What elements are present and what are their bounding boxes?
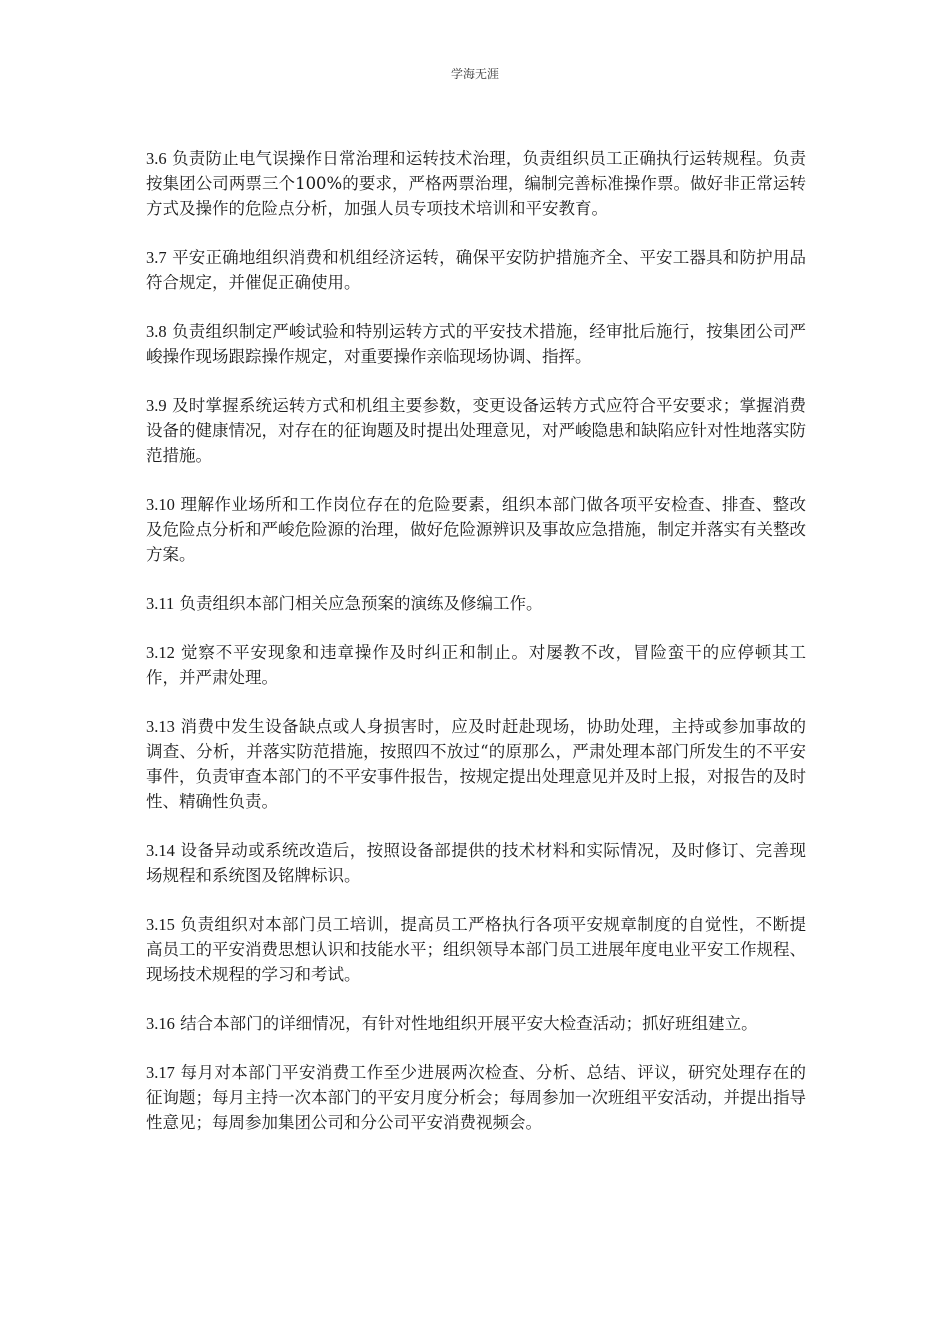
- page-header: 学海无涯: [450, 67, 499, 81]
- clause-text: 设备异动或系统改造后，按照设备部提供的技术材料和实际情况，及时修订、完善现场规程和系统图及铭牌标识。: [146, 841, 807, 885]
- clause-number: 3.8: [146, 322, 167, 341]
- clause-number: 3.13: [146, 717, 175, 736]
- clause-text: 平安正确地组织消费和机组经济运转，确保平安防护措施齐全、平安工器具和防护用品符合规定，并催促正确使用。: [146, 248, 806, 292]
- paragraph-3-12: [146, 640, 806, 690]
- paragraph-3-7: [146, 245, 806, 295]
- clause-number: 3.16: [146, 1014, 175, 1033]
- clause-text: 负责组织本部门相关应急预案的演练及修编工作。: [179, 594, 543, 613]
- paragraph-3-9: [146, 393, 806, 468]
- paragraph-3-15: [146, 912, 806, 987]
- clause-text: 结合本部门的详细情况，有针对性地组织开展平安大检查活动；抓好班组建立。: [180, 1014, 758, 1033]
- paragraph-3-16: [146, 1011, 806, 1036]
- clause-number: 3.14: [146, 841, 175, 860]
- clause-number: 3.6: [146, 149, 167, 168]
- paragraph-3-14: [146, 838, 806, 888]
- clause-text: 觉察不平安现象和违章操作及时纠正和制止。对屡教不改，冒险蛮干的应停顿其工作，并严肃处理。: [146, 643, 807, 687]
- clause-number: 3.10: [146, 495, 175, 514]
- clause-text: 负责组织制定严峻试验和特别运转方式的平安技术措施，经审批后施行，按集团公司严峻操作现场跟踪操作规定，对重要操作亲临现场协调、指挥。: [146, 322, 806, 366]
- clause-text: 负责防止电气误操作日常治理和运转技术治理，负责组织员工正确执行运转规程。负责按集团公司两票三个100%的要求，严格两票治理，编制完善标准操作票。做好非正常运转方式及操作的危险点分析，加强人员专项技术培训和平安教育。: [146, 149, 806, 218]
- paragraph-3-17: [146, 1060, 806, 1135]
- clause-number: 3.15: [146, 915, 175, 934]
- clause-number: 3.9: [146, 396, 167, 415]
- clause-text: 理解作业场所和工作岗位存在的危险要素，组织本部门做各项平安检查、排查、整改及危险点分析和严峻危险源的治理，做好危险源辨识及事故应急措施，制定并落实有关整改方案。: [146, 495, 807, 564]
- document-body: [146, 146, 806, 1159]
- paragraph-3-8: [146, 319, 806, 369]
- paragraph-3-11: [146, 591, 806, 616]
- paragraph-3-13: [146, 714, 806, 814]
- paragraph-3-10: [146, 492, 806, 567]
- clause-number: 3.7: [146, 248, 167, 267]
- clause-text: 及时掌握系统运转方式和机组主要参数，变更设备运转方式应符合平安要求；掌握消费设备的健康情况，对存在的征询题及时提出处理意见，对严峻隐患和缺陷应针对性地落实防范措施。: [146, 396, 806, 465]
- clause-text: 负责组织对本部门员工培训，提高员工严格执行各项平安规章制度的自觉性，不断提高员工的平安消费思想认识和技能水平；组织领导本部门员工进展年度电业平安工作规程、现场技术规程的学习和考试。: [146, 915, 807, 984]
- clause-number: 3.11: [146, 594, 175, 613]
- clause-text: 消费中发生设备缺点或人身损害时，应及时赶赴现场，协助处理，主持或参加事故的调查、分析，并落实防范措施，按照四不放过“的原那么，严肃处理本部门所发生的不平安事件，负责审查本部门的不平安事件报告，按规定提出处理意见并及时上报，对报告的及时性、精确性负责。: [146, 717, 807, 811]
- clause-number: 3.17: [146, 1063, 175, 1082]
- clause-number: 3.12: [146, 643, 175, 662]
- paragraph-3-6: [146, 146, 806, 221]
- clause-text: 每月对本部门平安消费工作至少进展两次检查、分析、总结、评议，研究处理存在的征询题；每月主持一次本部门的平安月度分析会；每周参加一次班组平安活动，并提出指导性意见；每周参加集团公司和分公司平安消费视频会。: [146, 1063, 807, 1132]
